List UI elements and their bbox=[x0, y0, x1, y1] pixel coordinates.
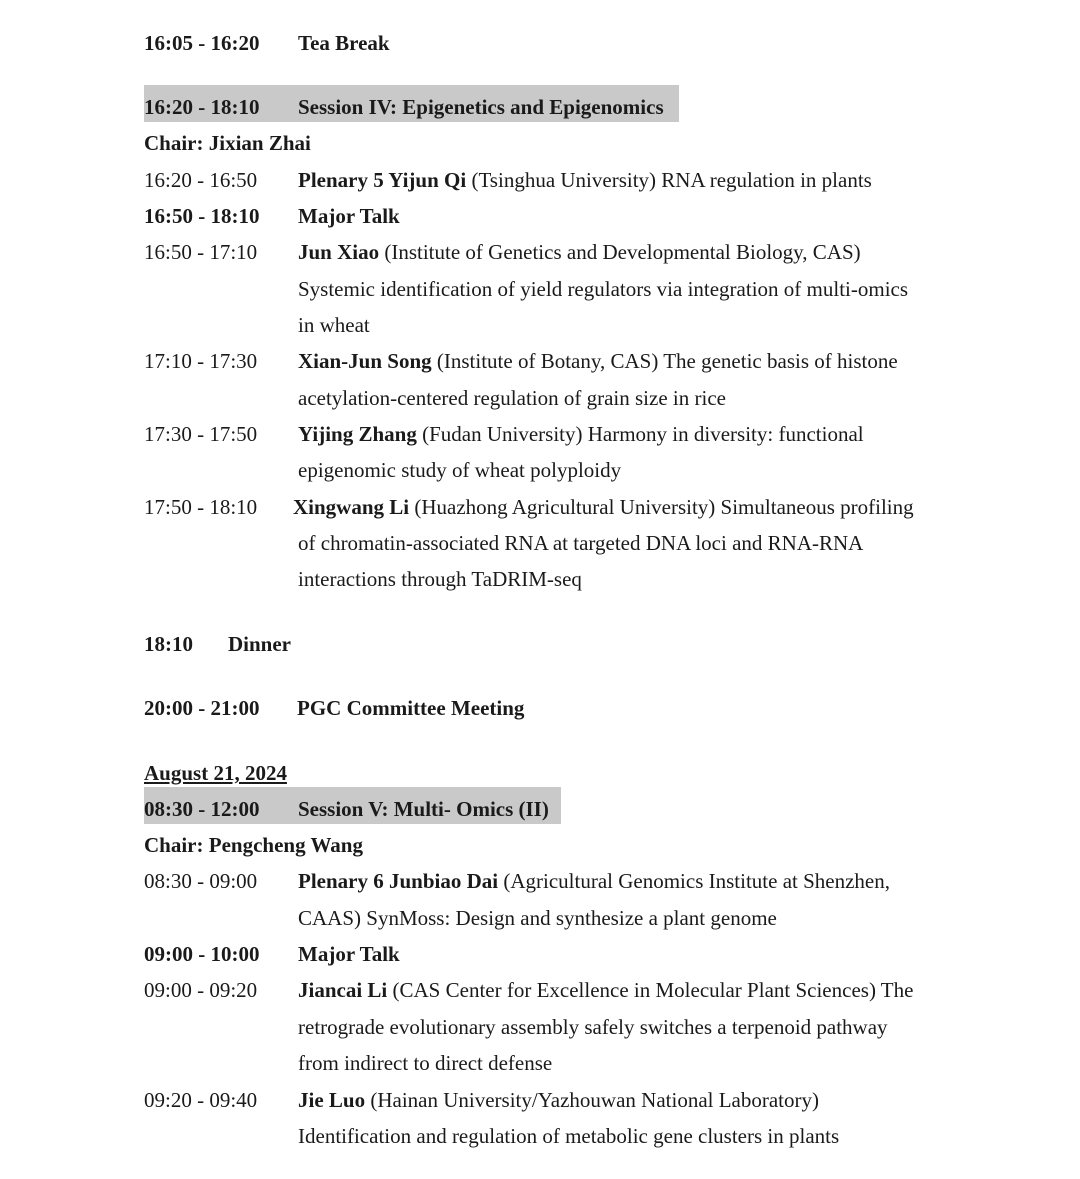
talk-continuation bbox=[0, 383, 1080, 413]
title: Major Talk bbox=[298, 204, 400, 228]
time: 16:50 - 18:10 bbox=[144, 204, 260, 228]
time: 16:20 - 16:50 bbox=[144, 168, 258, 192]
talk-text bbox=[298, 237, 861, 267]
description: retrograde evolutionary assembly safely switches a terpenoid pathway bbox=[298, 1015, 888, 1039]
chair: Chair: Pengcheng Wang bbox=[144, 833, 363, 857]
talk-row bbox=[0, 492, 1080, 522]
plenary-6-row bbox=[0, 866, 1080, 896]
description: (Institute of Genetics and Developmental Biology, CAS) bbox=[379, 240, 861, 264]
time: 18:10 bbox=[144, 632, 193, 656]
talk-text bbox=[293, 492, 914, 522]
time: 17:30 - 17:50 bbox=[144, 422, 258, 446]
talk-continuation bbox=[0, 1121, 1080, 1151]
description: Systemic identification of yield regulators via integration of multi-omics bbox=[298, 277, 909, 301]
description: from indirect to direct defense bbox=[298, 1051, 553, 1075]
talk-continuation bbox=[0, 564, 1080, 594]
time: 16:50 - 17:10 bbox=[144, 240, 258, 264]
session-title: Session IV: Epigenetics and Epigenomics bbox=[298, 95, 664, 119]
dinner-row bbox=[0, 629, 1080, 659]
talk-row bbox=[0, 346, 1080, 376]
time: 09:00 - 09:20 bbox=[144, 978, 258, 1002]
chair: Chair: Jixian Zhai bbox=[144, 131, 311, 155]
time: 16:20 - 18:10 bbox=[144, 95, 260, 119]
speaker: Jie Luo bbox=[298, 1088, 366, 1112]
speaker: Plenary 6 Junbiao Dai bbox=[298, 869, 499, 893]
talk-text bbox=[298, 866, 890, 896]
title: Tea Break bbox=[298, 31, 390, 55]
talk-continuation bbox=[0, 274, 1080, 304]
committee-meeting-row bbox=[0, 693, 1080, 723]
speaker: Jiancai Li bbox=[298, 978, 388, 1002]
chair-row bbox=[0, 128, 1080, 158]
time: 16:05 - 16:20 bbox=[144, 31, 260, 55]
talk-row bbox=[0, 1085, 1080, 1115]
speaker: Xingwang Li bbox=[293, 495, 410, 519]
description: (Agricultural Genomics Institute at Shenzhen, bbox=[498, 869, 891, 893]
description: in wheat bbox=[298, 313, 370, 337]
time: 09:20 - 09:40 bbox=[144, 1088, 258, 1112]
session-iv-header bbox=[0, 92, 1080, 122]
talk-text bbox=[298, 975, 913, 1005]
description: acetylation-centered regulation of grain size in rice bbox=[298, 386, 726, 410]
speaker: Yijing Zhang bbox=[298, 422, 417, 446]
description: of chromatin-associated RNA at targeted DNA loci and RNA-RNA bbox=[298, 531, 864, 555]
date: August 21, 2024 bbox=[144, 761, 287, 785]
speaker: Plenary 5 Yijun Qi bbox=[298, 168, 467, 192]
session-title: Session V: Multi- Omics (II) bbox=[298, 797, 549, 821]
talk-continuation bbox=[0, 310, 1080, 340]
talk-continuation bbox=[0, 1012, 1080, 1042]
talk-continuation bbox=[0, 1048, 1080, 1078]
talk-text bbox=[298, 419, 864, 449]
talk-row bbox=[0, 975, 1080, 1005]
session-v-header bbox=[0, 794, 1080, 824]
title: PGC Committee Meeting bbox=[297, 696, 525, 720]
speaker: Xian-Jun Song bbox=[298, 349, 432, 373]
talk-text bbox=[298, 346, 898, 376]
tea-break-row bbox=[0, 28, 1080, 58]
date-heading bbox=[0, 758, 1080, 788]
description: CAAS) SynMoss: Design and synthesize a plant genome bbox=[298, 906, 777, 930]
time: 17:10 - 17:30 bbox=[144, 349, 258, 373]
talk-text bbox=[298, 165, 872, 195]
description: (Institute of Botany, CAS) The genetic basis of histone bbox=[431, 349, 898, 373]
time: 17:50 - 18:10 bbox=[144, 495, 258, 519]
description: Identification and regulation of metabolic gene clusters in plants bbox=[298, 1124, 840, 1148]
major-talk-row bbox=[0, 939, 1080, 969]
description: interactions through TaDRIM-seq bbox=[298, 567, 582, 591]
speaker: Jun Xiao bbox=[298, 240, 380, 264]
time: 08:30 - 12:00 bbox=[144, 797, 260, 821]
major-talk-row bbox=[0, 201, 1080, 231]
talk-continuation bbox=[0, 455, 1080, 485]
description: (Fudan University) Harmony in diversity: functional bbox=[416, 422, 864, 446]
talk-row bbox=[0, 419, 1080, 449]
chair-row bbox=[0, 830, 1080, 860]
description: (Hainan University/Yazhouwan National Laboratory) bbox=[365, 1088, 820, 1112]
time: 20:00 - 21:00 bbox=[144, 696, 260, 720]
description: (Tsinghua University) RNA regulation in plants bbox=[466, 168, 872, 192]
talk-row bbox=[0, 237, 1080, 267]
time: 08:30 - 09:00 bbox=[144, 869, 258, 893]
plenary-5-row bbox=[0, 165, 1080, 195]
time: 09:00 - 10:00 bbox=[144, 942, 260, 966]
talk-continuation bbox=[0, 903, 1080, 933]
talk-continuation bbox=[0, 528, 1080, 558]
title: Major Talk bbox=[298, 942, 400, 966]
description: (CAS Center for Excellence in Molecular Plant Sciences) The bbox=[387, 978, 914, 1002]
description: (Huazhong Agricultural University) Simultaneous profiling bbox=[409, 495, 914, 519]
title: Dinner bbox=[228, 632, 291, 656]
talk-text bbox=[298, 1085, 819, 1115]
description: epigenomic study of wheat polyploidy bbox=[298, 458, 622, 482]
